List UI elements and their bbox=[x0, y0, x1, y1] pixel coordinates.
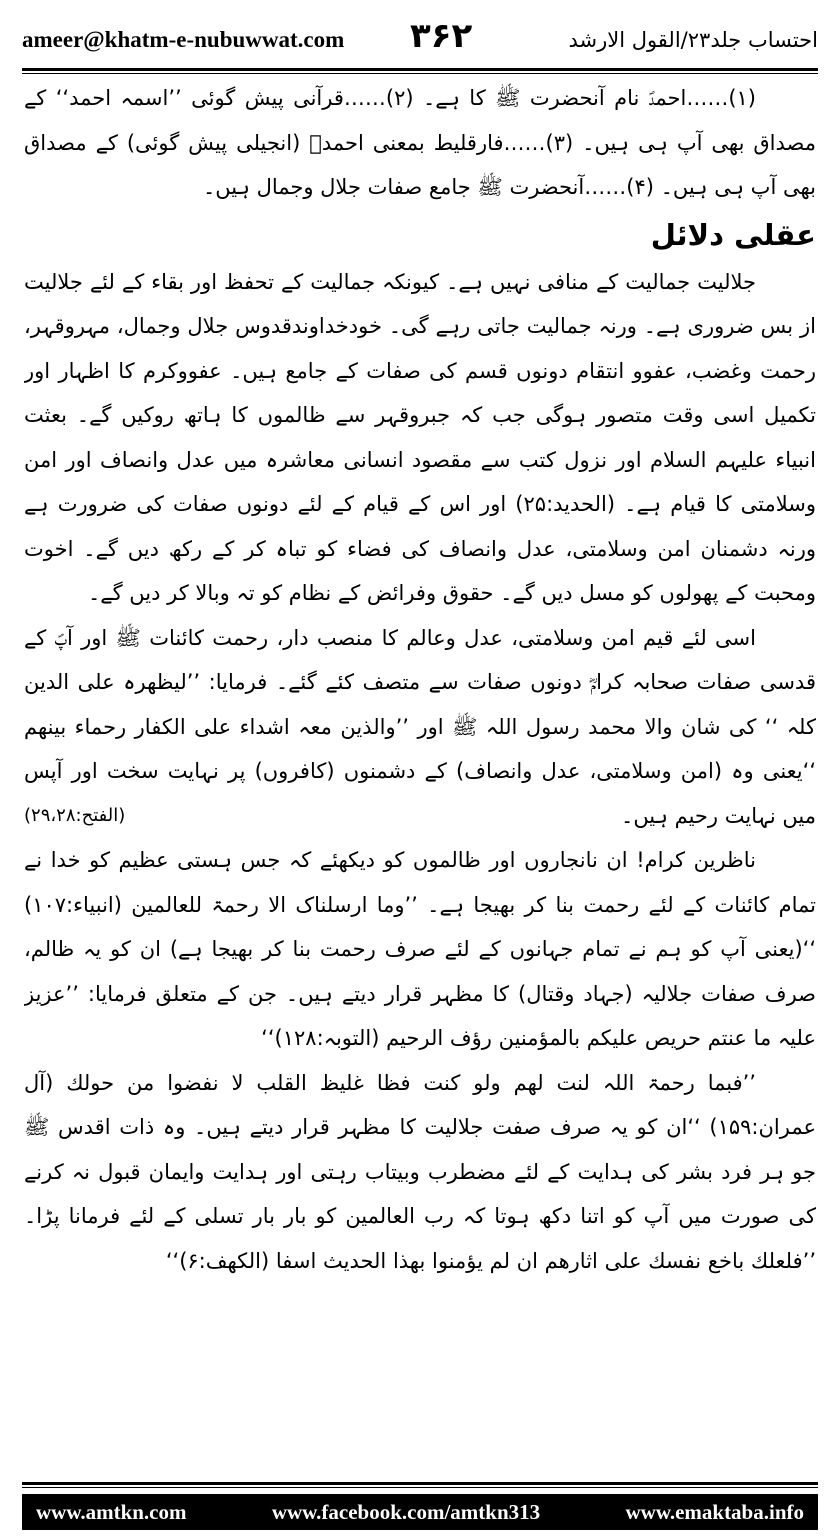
reference-al-fath: (الفتح:۲۹،۲۸) bbox=[24, 804, 126, 826]
page-body bbox=[24, 76, 816, 1468]
paragraph-sifat-text: اسی لئے قیم امن وسلامتی، عدل وعالم کا منصب دار، رحمت کائنات ﷺ اور آپؐ کے قدسی صفات صحابہ کرامؓ دونوں صفات سے متصف کئے گئے۔ فرمایا: ’’لیظھرہ علی الدین کلہ ‘‘ کی شان والا محمد رسول اللہ ﷺ اور ’’والذین معہ اشداء علی الکفار رحماء بینھم ‘‘یعنی وہ (امن وسلامتی، عدل وانصاف) کے دشمنوں (کافروں) پر نہایت سخت اور آپس میں نہایت رحیم ہیں۔ bbox=[24, 625, 816, 828]
paragraph-sifat bbox=[24, 616, 816, 839]
paragraph-points: (۱)……احمدؐ نام آنحضرت ﷺ کا ہے۔ (۲)……قرآنی پیش گوئی ’’اسمہ احمد‘‘ کے مصداق بھی آپ ہی ہیں۔ (۳)……فارقلیط بمعنی احمدؐ (انجیلی پیش گوئی) کے مصداق بھی آپ ہی ہیں۔ (۴)……آنحضرت ﷺ جامع صفات جلال وجمال ہیں۔ bbox=[24, 86, 816, 199]
page-footer bbox=[22, 1494, 818, 1530]
paragraph-jalaliyat: جلالیت جمالیت کے منافی نہیں ہے۔ کیونکہ جمالیت کے تحفظ اور بقاء کے لئے جلالیت از بس ضروری ہے۔ ورنہ جمالیت جاتی رہے گی۔ خودخداوندقدوس جلال وجمال، مہروقہر، رحمت وغضب، عفوو انتقام دونوں قسم کی صفات کے جامع ہیں۔ عفووکرم کا اظہار اور تکمیل اسی وقت متصور ہوگی جب کہ جبروقہر سے ظالموں کا ہاتھ روکیں گے۔ بعثت انبیاء علیہم السلام اور نزول کتب سے مقصود انسانی معاشرہ میں عدل وانصاف اور امن وسلامتی کا قیام ہے۔ (الحدید:۲۵) اور اس کے قیام کے لئے دونوں صفات کی ضرورت ہے ورنہ دشمنان امن وسلامتی، عدل وانصاف کی فضاء کو تباہ کر کے رکھ دیں گے۔ اخوت ومحبت کے پھولوں کو مسل دیں گے۔ حقوق وفرائض کے نظام کو تہ وبالا کر دیں گے۔ bbox=[24, 269, 816, 605]
section-heading: عقلی دلائل bbox=[650, 217, 816, 252]
footer-site-facebook: www.facebook.com/amtkn313 bbox=[271, 1499, 541, 1524]
paragraph-fabima: ’’فبما رحمۃ اللہ لنت لھم ولو کنت فظا غلیظ القلب لا نفضوا من حولك (آل عمران:۱۵۹) ‘‘ان کو یہ صرف صفت جلالیت کا مظہر قرار دیتے ہیں۔ وہ ذات اقدس ﷺ جو ہر فرد بشر کی ہدایت کے لئے مضطرب وبیتاب رہتی اور ہدایت وایمان قبول نہ کرنے کی صورت میں آپ کو اتنا دکھ ہوتا کہ رب العالمین کو بار بار تسلی کے لئے فرمانا پڑا۔ ’’فلعلك باخع نفسك علی اثارھم ان لم یؤمنوا بھذا الحدیث اسفا (الکھف:۶)‘‘ bbox=[24, 1070, 816, 1273]
header-rule bbox=[22, 68, 818, 74]
footer-site-emaktaba: www.emaktaba.info bbox=[625, 1499, 804, 1524]
paragraph-nazireen: ناظرین کرام! ان نانجاروں اور ظالموں کو دیکھئے کہ جس ہستی عظیم کو خدا نے تمام کائنات کے لئے رحمت بنا کر بھیجا ہے۔ ’’وما ارسلناک الا رحمۃ للعالمین (انبیاء:۱۰۷) ‘‘(یعنی آپ کو ہم نے تمام جہانوں کے لئے صرف رحمت بنا کر بھیجا ہے) ان کو یہ ظالم، صرف صفات جلالیہ (جہاد وقتال) کا مظہر قرار دیتے ہیں۔ جن کے متعلق فرمایا: ’’عزیز علیہ ما عنتم حریص علیکم بالمؤمنین رؤف الرحیم (التوبہ:۱۲۸)‘‘ bbox=[24, 848, 816, 1050]
book-title: احتساب جلد۲۳/القول الارشد bbox=[568, 28, 818, 52]
header-email: ameer@khatm-e-nubuwwat.com bbox=[22, 27, 345, 52]
footer-site-amtkn: www.amtkn.com bbox=[36, 1499, 187, 1524]
page-number: ۳۶۲ bbox=[410, 16, 473, 56]
page-header bbox=[22, 14, 818, 66]
footer-rule bbox=[22, 1482, 818, 1488]
